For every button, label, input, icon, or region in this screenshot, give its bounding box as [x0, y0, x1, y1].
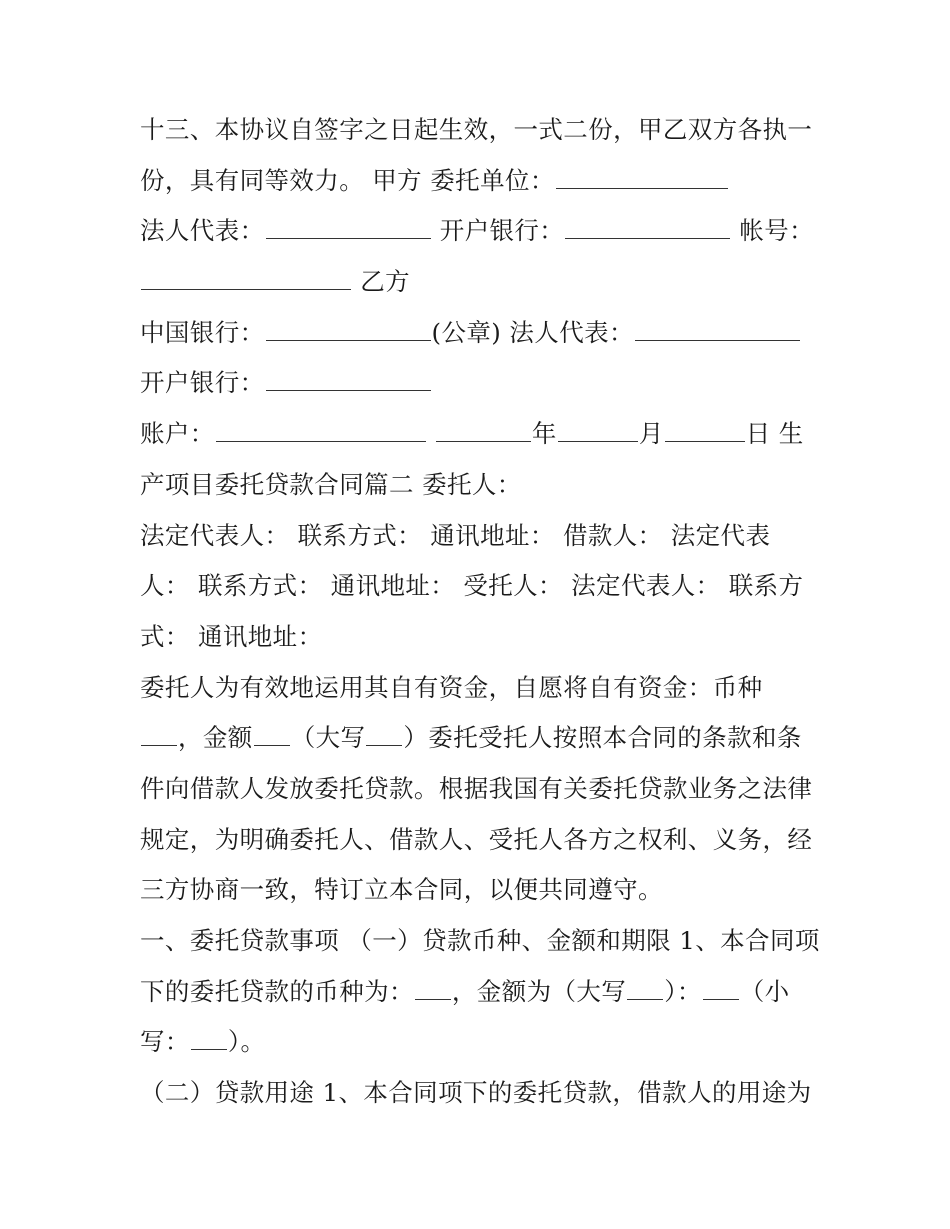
text-segment: (公章) 法人代表： [431, 317, 634, 347]
text-segment: 十三、本协议自签字之日起生效，一式二份，甲乙双方各执一 [140, 115, 813, 144]
text-segment: 开户银行： [140, 368, 265, 398]
fill-in-blank [366, 725, 402, 746]
text-line [140, 663, 820, 714]
text-line [140, 156, 820, 207]
text-segment: 委托人为有效地运用其自有资金，自愿将自有资金：币种 [140, 672, 763, 702]
text-segment: 产项目委托贷款合同篇二 委托人： [140, 469, 522, 499]
text-segment: 法定代表人： 联系方式： 通讯地址： 借款人： 法定代表 [140, 520, 771, 550]
fill-in-blank [556, 168, 728, 189]
text-line [140, 713, 820, 764]
text-line [140, 409, 820, 460]
text-segment: ，金额为（大写 [451, 976, 627, 1006]
text-line [140, 1068, 820, 1119]
fill-in-blank [703, 979, 739, 1000]
text-segment: 日 生 [745, 419, 804, 449]
text-segment: ，金额 [178, 723, 253, 753]
text-segment: ）。 [227, 1027, 266, 1057]
text-line [140, 967, 820, 1018]
text-segment: 件向借款人发放委托贷款。根据我国有关委托贷款业务之法律 [140, 773, 813, 803]
text-segment: （二）贷款用途 1、本合同项下的委托贷款，借款人的用途为 [140, 1078, 812, 1108]
text-line [140, 1017, 820, 1068]
fill-in-blank [627, 979, 663, 1000]
document-page [140, 105, 820, 1119]
text-line [140, 612, 820, 663]
text-segment: 写： [140, 1027, 190, 1057]
text-line [140, 105, 820, 156]
text-segment: 下的委托贷款的币种为： [140, 976, 414, 1006]
text-segment: 开户银行： [431, 216, 565, 246]
text-segment [427, 419, 435, 448]
fill-in-blank [565, 218, 730, 239]
fill-in-blank [141, 269, 351, 290]
text-segment: 年 [531, 419, 557, 449]
text-segment: 中国银行： [140, 317, 265, 347]
text-line [140, 511, 820, 562]
text-segment: 帐号： [731, 216, 815, 246]
text-line [140, 257, 820, 308]
text-line [140, 561, 820, 612]
text-line [140, 865, 820, 916]
text-line [140, 308, 820, 359]
fill-in-blank [266, 370, 431, 391]
fill-in-blank [558, 421, 638, 442]
text-line [140, 916, 820, 967]
text-segment: 三方协商一致，特订立本合同，以便共同遵守。 [140, 875, 663, 905]
fill-in-blank [436, 421, 531, 442]
text-segment: 法人代表： [140, 216, 265, 246]
fill-in-blank [665, 421, 745, 442]
text-line [140, 206, 820, 257]
text-segment: 式： 通讯地址： [140, 621, 323, 651]
text-segment: 一、委托贷款事项 （一）贷款币种、金额和期限 1、本合同项 [140, 926, 820, 955]
text-segment: 份，具有同等效力。 甲方 委托单位： [140, 165, 555, 195]
text-line [140, 358, 820, 409]
text-segment: 账户： [140, 419, 215, 449]
text-segment: （大写 [290, 723, 366, 753]
fill-in-blank [415, 979, 451, 1000]
text-line [140, 815, 820, 866]
text-segment: 乙方 [352, 267, 410, 297]
fill-in-blank [191, 1029, 227, 1050]
text-line [140, 460, 820, 511]
text-segment: ）： [664, 976, 702, 1006]
fill-in-blank [635, 320, 800, 341]
fill-in-blank [141, 725, 177, 746]
fill-in-blank [266, 320, 431, 341]
fill-in-blank [266, 218, 431, 239]
fill-in-blank [254, 725, 290, 746]
text-segment: （小 [739, 976, 790, 1006]
text-segment: 月 [638, 419, 664, 449]
text-segment: 规定，为明确委托人、借款人、受托人各方之权利、义务，经 [140, 824, 813, 854]
text-line [140, 764, 820, 815]
text-segment: ）委托受托人按照本合同的条款和条 [403, 723, 802, 753]
text-segment: 人： 联系方式： 通讯地址： 受托人： 法定代表人： 联系方 [140, 571, 804, 601]
fill-in-blank [216, 421, 426, 442]
